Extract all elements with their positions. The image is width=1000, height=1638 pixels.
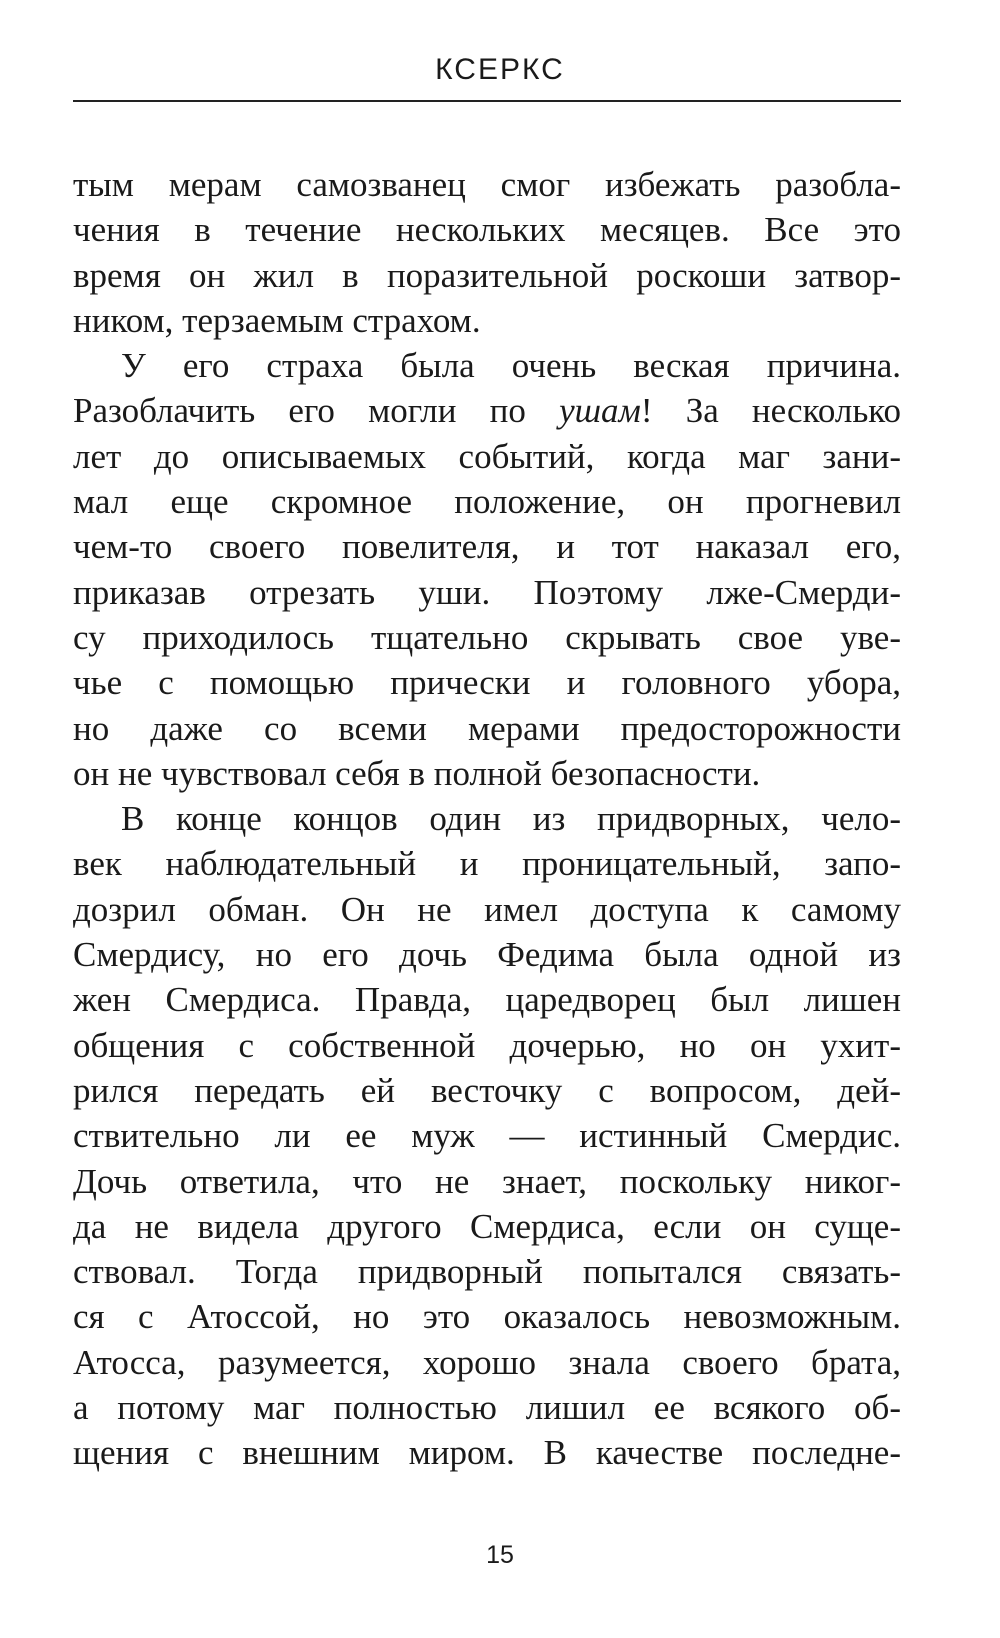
text-line: чем-то своего повелителя, и тот наказал его,	[73, 527, 901, 567]
page-number: 15	[486, 1541, 514, 1569]
text-line	[73, 388, 901, 433]
text-line: рился передать ей весточку с вопросом, дей-	[73, 1070, 901, 1110]
text-line: а потому маг полностью лишил ее всякого об-	[73, 1388, 901, 1428]
text-line: мал еще скромное положение, он прогневил	[73, 482, 901, 522]
running-head: КСЕРКС	[435, 53, 565, 86]
text-segment: ! За несколько	[640, 391, 901, 431]
text-line: да не видела другого Смердиса, если он суще-	[73, 1206, 901, 1246]
text-line: су приходилось тщательно скрывать свое уве-	[73, 617, 901, 657]
text-line: щения с внешним миром. В качестве последне-	[73, 1433, 901, 1473]
text-line: В конце концов один из придворных, чело-	[121, 799, 901, 839]
text-segment: Разоблачить его могли по	[73, 391, 526, 431]
text-line: У его страха была очень веская причина.	[121, 346, 901, 386]
text-line: чения в течение нескольких месяцев. Все это	[73, 210, 901, 250]
text-line: Смердису, но его дочь Федима была одной из	[73, 935, 901, 975]
text-line: общения с собственной дочерью, но он ухит-	[73, 1025, 901, 1065]
text-line: жен Смердиса. Правда, царедворец был лишен	[73, 980, 901, 1020]
italic-word: ушам	[559, 391, 641, 431]
text-line: лет до описываемых событий, когда маг зани-	[73, 436, 901, 476]
text-line: чье с помощью прически и головного убора,	[73, 663, 901, 703]
text-line: век наблюдательный и проницательный, запо-	[73, 844, 901, 884]
text-line: ся с Атоссой, но это оказалось невозможным.	[73, 1297, 901, 1337]
text-line: время он жил в поразительной роскоши затвор-	[73, 255, 901, 295]
text-line: ствительно ли ее муж — истинный Смердис.	[73, 1116, 901, 1156]
text-line: ствовал. Тогда придворный попытался связать-	[73, 1252, 901, 1292]
text-line: тым мерам самозванец смог избежать разобла-	[73, 165, 901, 204]
text-line: дозрил обман. Он не имел доступа к самому	[73, 889, 901, 929]
page-body	[73, 162, 901, 1476]
header-rule	[73, 100, 901, 102]
text-line: Дочь ответила, что не знает, поскольку никог-	[73, 1161, 901, 1201]
text-line: ником, терзаемым страхом.	[73, 300, 481, 340]
text-line: он не чувствовал себя в полной безопасности.	[73, 753, 761, 793]
text-line: Атосса, разумеется, хорошо знала своего брата,	[73, 1342, 901, 1382]
text-line: приказав отрезать уши. Поэтому лже-Смерди-	[73, 572, 901, 612]
text-line: но даже со всеми мерами предосторожности	[73, 708, 901, 748]
